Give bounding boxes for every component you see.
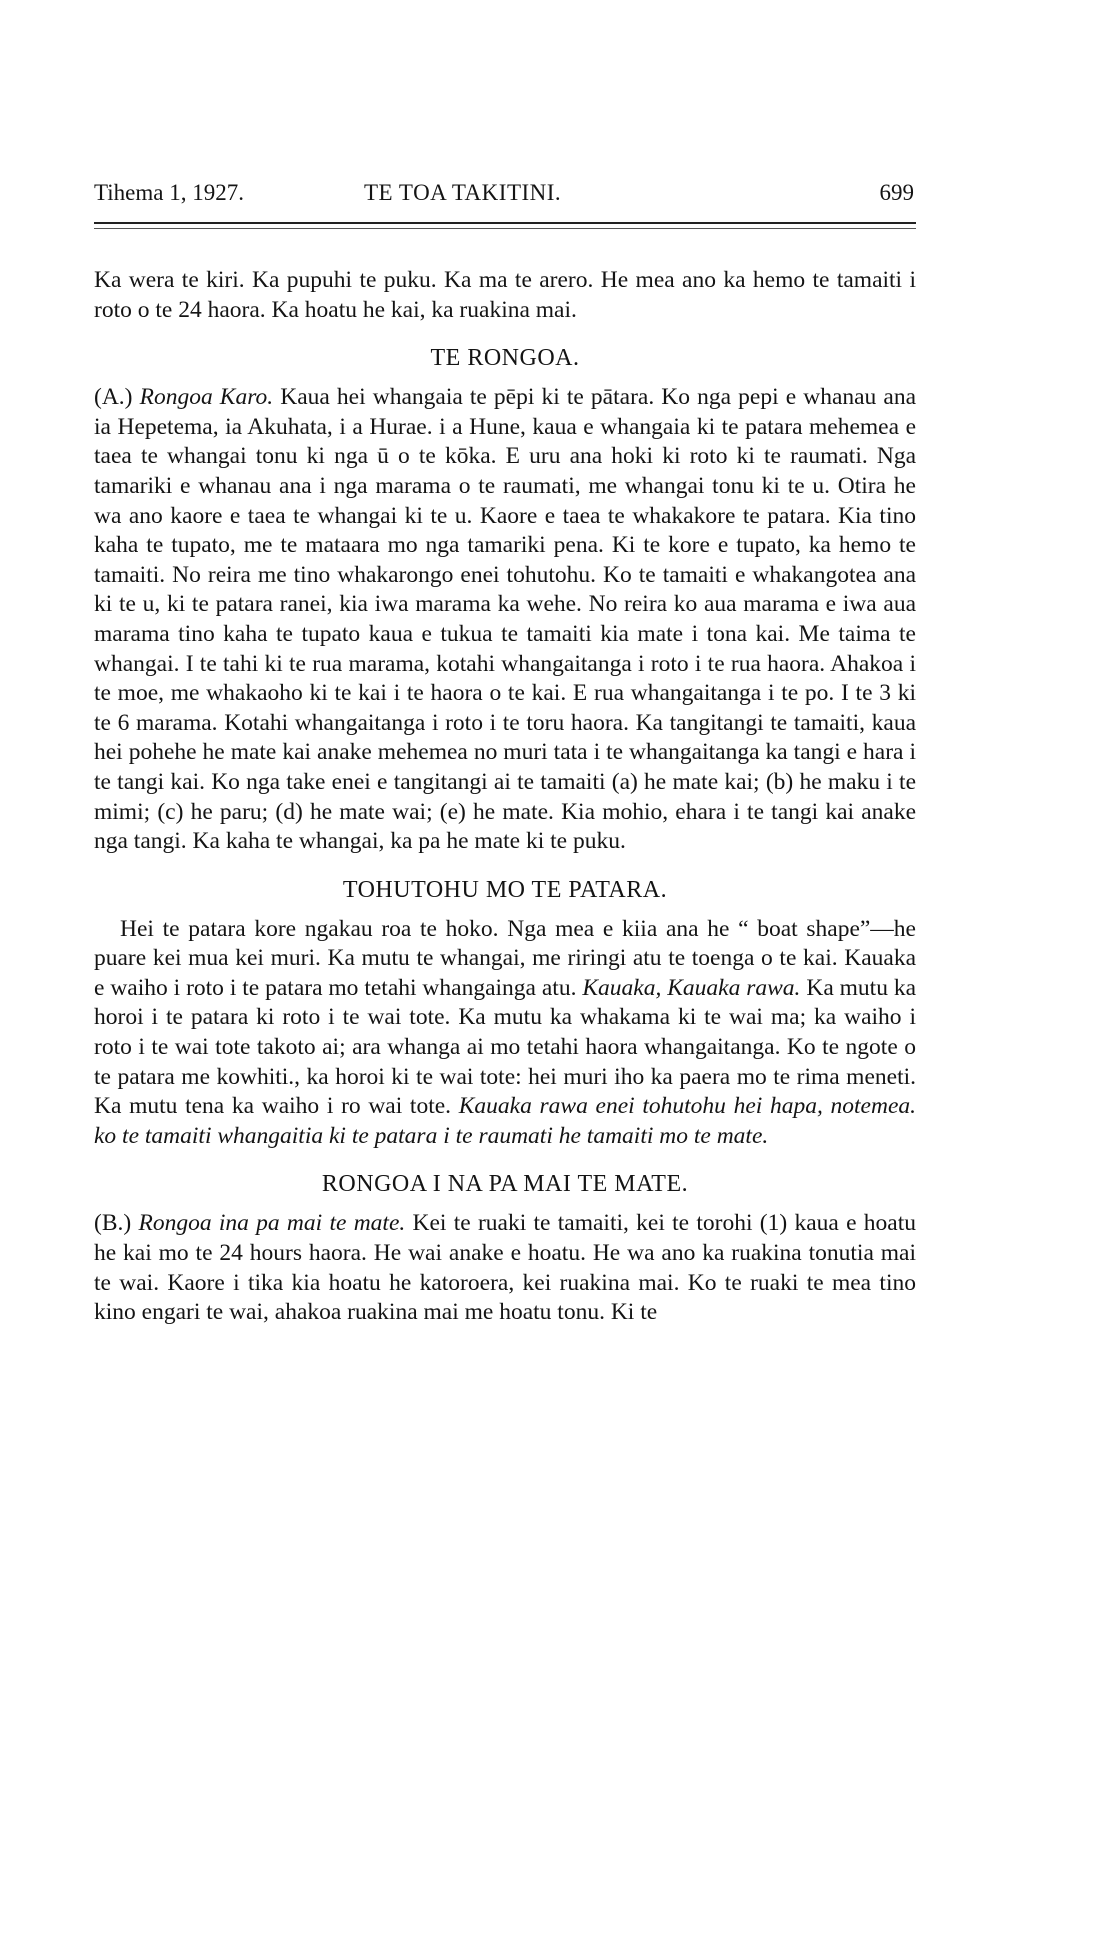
patara-emphasis-2: Kauaka rawa enei tohutohu hei hapa, notemea. ko te tamaiti whangaitia ki te patara i te raumati he tamaiti mo te mate.	[94, 1093, 917, 1149]
section-a-label: (A.)	[94, 384, 133, 411]
intro-paragraph: Ka wera te kiri. Ka pupuhi te puku. Ka ma te arero. He mea ano ka hemo te tamaiti i roto o te 24 haora. Ka hoatu he kai, ka ruakina mai.	[94, 267, 916, 323]
header-date: Tihema 1, 1927.	[94, 180, 244, 205]
section-heading-rongoa-mate: RONGOA I NA PA MAI TE MATE.	[321, 1171, 689, 1198]
header-rule-thin	[94, 228, 916, 229]
section-a-paragraph	[94, 383, 916, 857]
section-b-title: Rongoa ina pa mai te mate.	[138, 1210, 406, 1237]
running-header	[94, 180, 916, 216]
article-body	[94, 266, 916, 1328]
section-heading-patara: TOHUTOHU MO TE PATARA.	[342, 876, 668, 903]
header-rule	[94, 222, 916, 224]
section-patara-paragraph	[94, 915, 916, 1152]
patara-text: Hei te patara kore ngakau roa te hoko. Nga mea e kiia ana he “ boat shape”—he puare kei mua kei muri. Ka mutu te whangai, me riringi atu te toenga o te kai. Kauaka e waiho i roto i te patara mo tetahi whangainga atu.	[94, 915, 916, 1001]
section-b-text: Kei te ruaki te tamaiti, kei te torohi (1) kaua e hoatu he kai mo te 24 hours haora. He wai anake e hoatu. He wa ano ka ruakina tonutia mai te wai. Kaore i tika kia hoatu he katoroera, kei ruakina mai. Ko te ruaki te mea tino kino engari te wai, ahakoa ruakina mai me hoatu tonu. Ki te	[94, 1210, 916, 1326]
section-b-label: (B.)	[94, 1210, 132, 1237]
section-a-text: Kaua hei whangaia te pēpi ki te pātara. Ko nga pepi e whanau ana ia Hepetema, ia Akuhata, i a Hurae. i a Hune, kaua e whangaia ki te patara mehemea e taea te whangai tonu ki nga ū o te kōka. E uru ana hoki ki roto ki te raumati. Nga tamariki e whanau ana i nga marama o te raumati, me whangai tonu ki te u. Otira he wa ano kaore e taea te whangai ki te u. Kaore e taea te whakakore te patara. Kia tino kaha te tupato, me te mataara mo nga tamariki pena. Ki te kore e tupato, ka hemo te tamaiti. No reira me tino whakarongo enei tohutohu. Ko te tamaiti e whakangotea ana ki te u, ki te patara ranei, kia iwa marama ka wehe. No reira ko aua marama e iwa aua marama tino kaha te tupato kaua e tukua te tamaiti kia mate i tona kai. Me taima te whangai. I te tahi ki te rua marama, kotahi whangaitanga i roto i te rua haora. Ahakoa i te moe, me whakaoho ki te kai i te haora o te kai. E rua whangaitanga i te po. I te 3 ki te 6 marama. Kotahi whangaitanga i roto i te toru haora. Ka tangitangi te tamaiti, kaua hei pohehe he mate kai anake mehemea no muri tata i te whangaitanga ka tangi e hara i te tangi kai. Ko nga take enei e tangitangi ai te tamaiti (a) he mate kai; (b) he maku i te mimi; (c) he paru; (d) he mate wai; (e) he mate. Kia mohio, ehara i te tangi kai anake nga tangi. Ka kaha te whangai, ka pa he mate ki te puku.	[94, 384, 917, 855]
patara-emphasis-1: Kauaka, Kauaka rawa.	[582, 974, 801, 1001]
journal-title: TE TOA TAKITINI.	[364, 180, 562, 205]
page-number: 699	[879, 180, 914, 205]
patara-text-2: Ka mutu ka horoi i te patara ki roto i te wai tote. Ka mutu ka whakama ki te wai ma; ka waiho i roto i te wai tote takoto ai; ara whanga ai mo tetahi haora whangaitanga. Ko te ngote o te patara me kowhiti., ka horoi ki te wai tote: hei muri iho ka paera mo te rima meneti. Ka mutu tena ka waiho i ro wai tote.	[94, 974, 917, 1120]
section-a-title: Rongoa Karo.	[139, 384, 274, 411]
section-b-paragraph	[94, 1209, 916, 1327]
section-heading-rongoa: TE RONGOA.	[430, 345, 580, 372]
